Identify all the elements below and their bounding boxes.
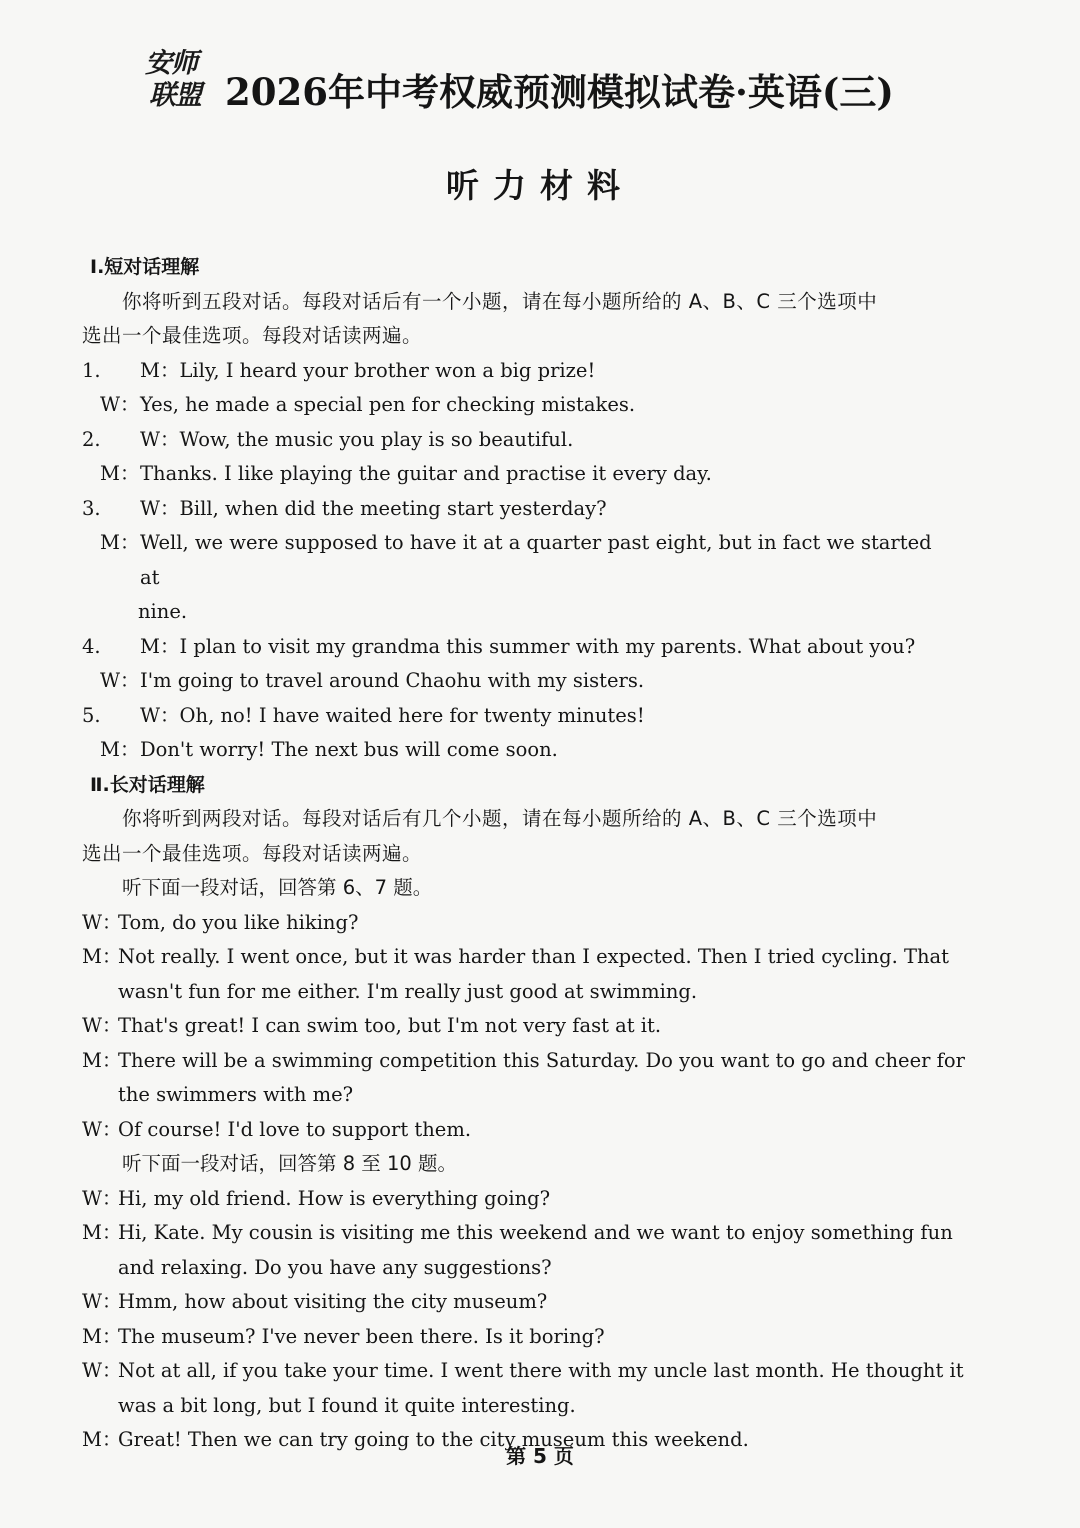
dialogue-item-1: [82, 354, 954, 423]
dialogue-line: Hi, my old friend. How is everything going?: [118, 1186, 551, 1210]
item-number: 5.: [82, 703, 101, 727]
long-dialogue-2: [82, 1182, 964, 1458]
speaker: M：: [82, 1428, 122, 1451]
exam-title: 2026年中考权威预测模拟试卷·英语(三): [225, 70, 894, 114]
dialogue-line-continued: nine.: [138, 600, 188, 623]
part1-instruction-1: 你将听到五段对话。每段对话后有一个小题，请在每小题所给的 A、B、C 三个选项中: [122, 289, 878, 313]
speaker: M：: [100, 738, 140, 761]
section-title: 听力材料: [446, 166, 634, 205]
speaker: W：: [82, 910, 122, 934]
speaker: W：: [140, 496, 180, 520]
speaker: M：: [100, 531, 140, 554]
speaker: W：: [100, 393, 140, 416]
dialogue-line-continued: the swimmers with me?: [118, 1083, 354, 1106]
long-dialogue-1: [82, 906, 965, 1148]
part2-instruction-2: 选出一个最佳选项。每段对话读两遍。: [82, 841, 423, 865]
item-number: 4.: [82, 634, 101, 658]
item-number: 3.: [82, 496, 101, 520]
dialogue-line: Bill, when did the meeting start yesterday?: [179, 496, 607, 520]
dialogue-line: Oh, no! I have waited here for twenty minutes!: [179, 703, 645, 727]
dialogue-line: That's great! I can swim too, but I'm not very fast at it.: [118, 1014, 662, 1037]
speaker: W：: [140, 427, 180, 451]
speaker: W：: [82, 1014, 122, 1037]
part2-heading: Ⅱ.长对话理解: [90, 773, 205, 796]
dialogue-line: I'm going to travel around Chaohu with my sisters.: [140, 669, 645, 692]
speaker: M：: [82, 1221, 122, 1244]
item-number: 2.: [82, 427, 101, 451]
speaker: W：: [82, 1359, 122, 1382]
dialogue-item-5: [82, 699, 954, 768]
speaker: W：: [82, 1290, 122, 1313]
speaker: M：: [140, 358, 180, 382]
dialogue-line: Thanks. I like playing the guitar and practise it every day.: [140, 462, 712, 485]
dialogue-line: There will be a swimming competition this Saturday. Do you want to go and cheer for: [118, 1048, 965, 1072]
dialogue-line: Well, we were supposed to have it at a quarter past eight, but in fact we started at: [140, 531, 932, 589]
part1-instruction-2: 选出一个最佳选项。每段对话读两遍。: [82, 324, 423, 347]
dialogue2-hint: 听下面一段对话，回答第 8 至 10 题。: [122, 1152, 458, 1175]
dialogue1-hint: 听下面一段对话，回答第 6、7 题。: [122, 876, 433, 899]
speaker: W：: [140, 703, 180, 727]
dialogue-line: I plan to visit my grandma this summer with my parents. What about you?: [179, 634, 916, 658]
speaker: W：: [82, 1117, 122, 1141]
speaker: M：: [140, 634, 180, 658]
page-number: 第 5 页: [506, 1444, 574, 1468]
logo-line-2: 联盟: [149, 80, 201, 111]
item-number: 1.: [82, 358, 101, 382]
dialogue-line: Don't worry! The next bus will come soon.: [140, 738, 558, 761]
dialogue-item-4: [82, 630, 954, 699]
publisher-logo: [145, 48, 223, 116]
dialogue-item-3: [82, 492, 954, 630]
dialogue-line: Of course! I'd love to support them.: [118, 1117, 472, 1141]
part1-heading: Ⅰ.短对话理解: [90, 256, 200, 278]
dialogue-line: Not really. I went once, but it was harder than I expected. Then I tried cycling. That: [118, 945, 950, 968]
page-header: [145, 48, 945, 120]
speaker: M：: [100, 462, 140, 485]
speaker: W：: [82, 1186, 122, 1210]
dialogue-line: Tom, do you like hiking?: [118, 910, 359, 934]
dialogue-line: Not at all, if you take your time. I went there with my uncle last month. He thought it: [118, 1359, 964, 1382]
part2-instruction-1: 你将听到两段对话。每段对话后有几个小题，请在每小题所给的 A、B、C 三个选项中: [122, 807, 878, 830]
dialogue-line: Lily, I heard your brother won a big prize!: [179, 358, 596, 382]
speaker: W：: [100, 669, 140, 692]
speaker: M：: [82, 1324, 122, 1348]
dialogue-line: Hmm, how about visiting the city museum?: [118, 1290, 548, 1313]
dialogue-line: Yes, he made a special pen for checking mistakes.: [140, 393, 636, 416]
dialogue-line: Great! Then we can try going to the city museum this weekend.: [118, 1428, 749, 1451]
dialogue-item-2: [82, 423, 954, 492]
speaker: M：: [82, 945, 122, 968]
dialogue-line-continued: was a bit long, but I found it quite interesting.: [118, 1393, 576, 1417]
listening-transcript: [82, 250, 965, 1458]
dialogue-line: Wow, the music you play is so beautiful.: [179, 427, 574, 451]
dialogue-line: The museum? I've never been there. Is it boring?: [118, 1324, 605, 1348]
dialogue-line: Hi, Kate. My cousin is visiting me this weekend and we want to enjoy something fun: [118, 1221, 953, 1244]
dialogue-line-continued: and relaxing. Do you have any suggestions?: [118, 1255, 552, 1279]
speaker: M：: [82, 1048, 122, 1072]
logo-line-1: 安师: [145, 48, 197, 79]
dialogue-line-continued: wasn't fun for me either. I'm really just good at swimming.: [118, 979, 698, 1003]
